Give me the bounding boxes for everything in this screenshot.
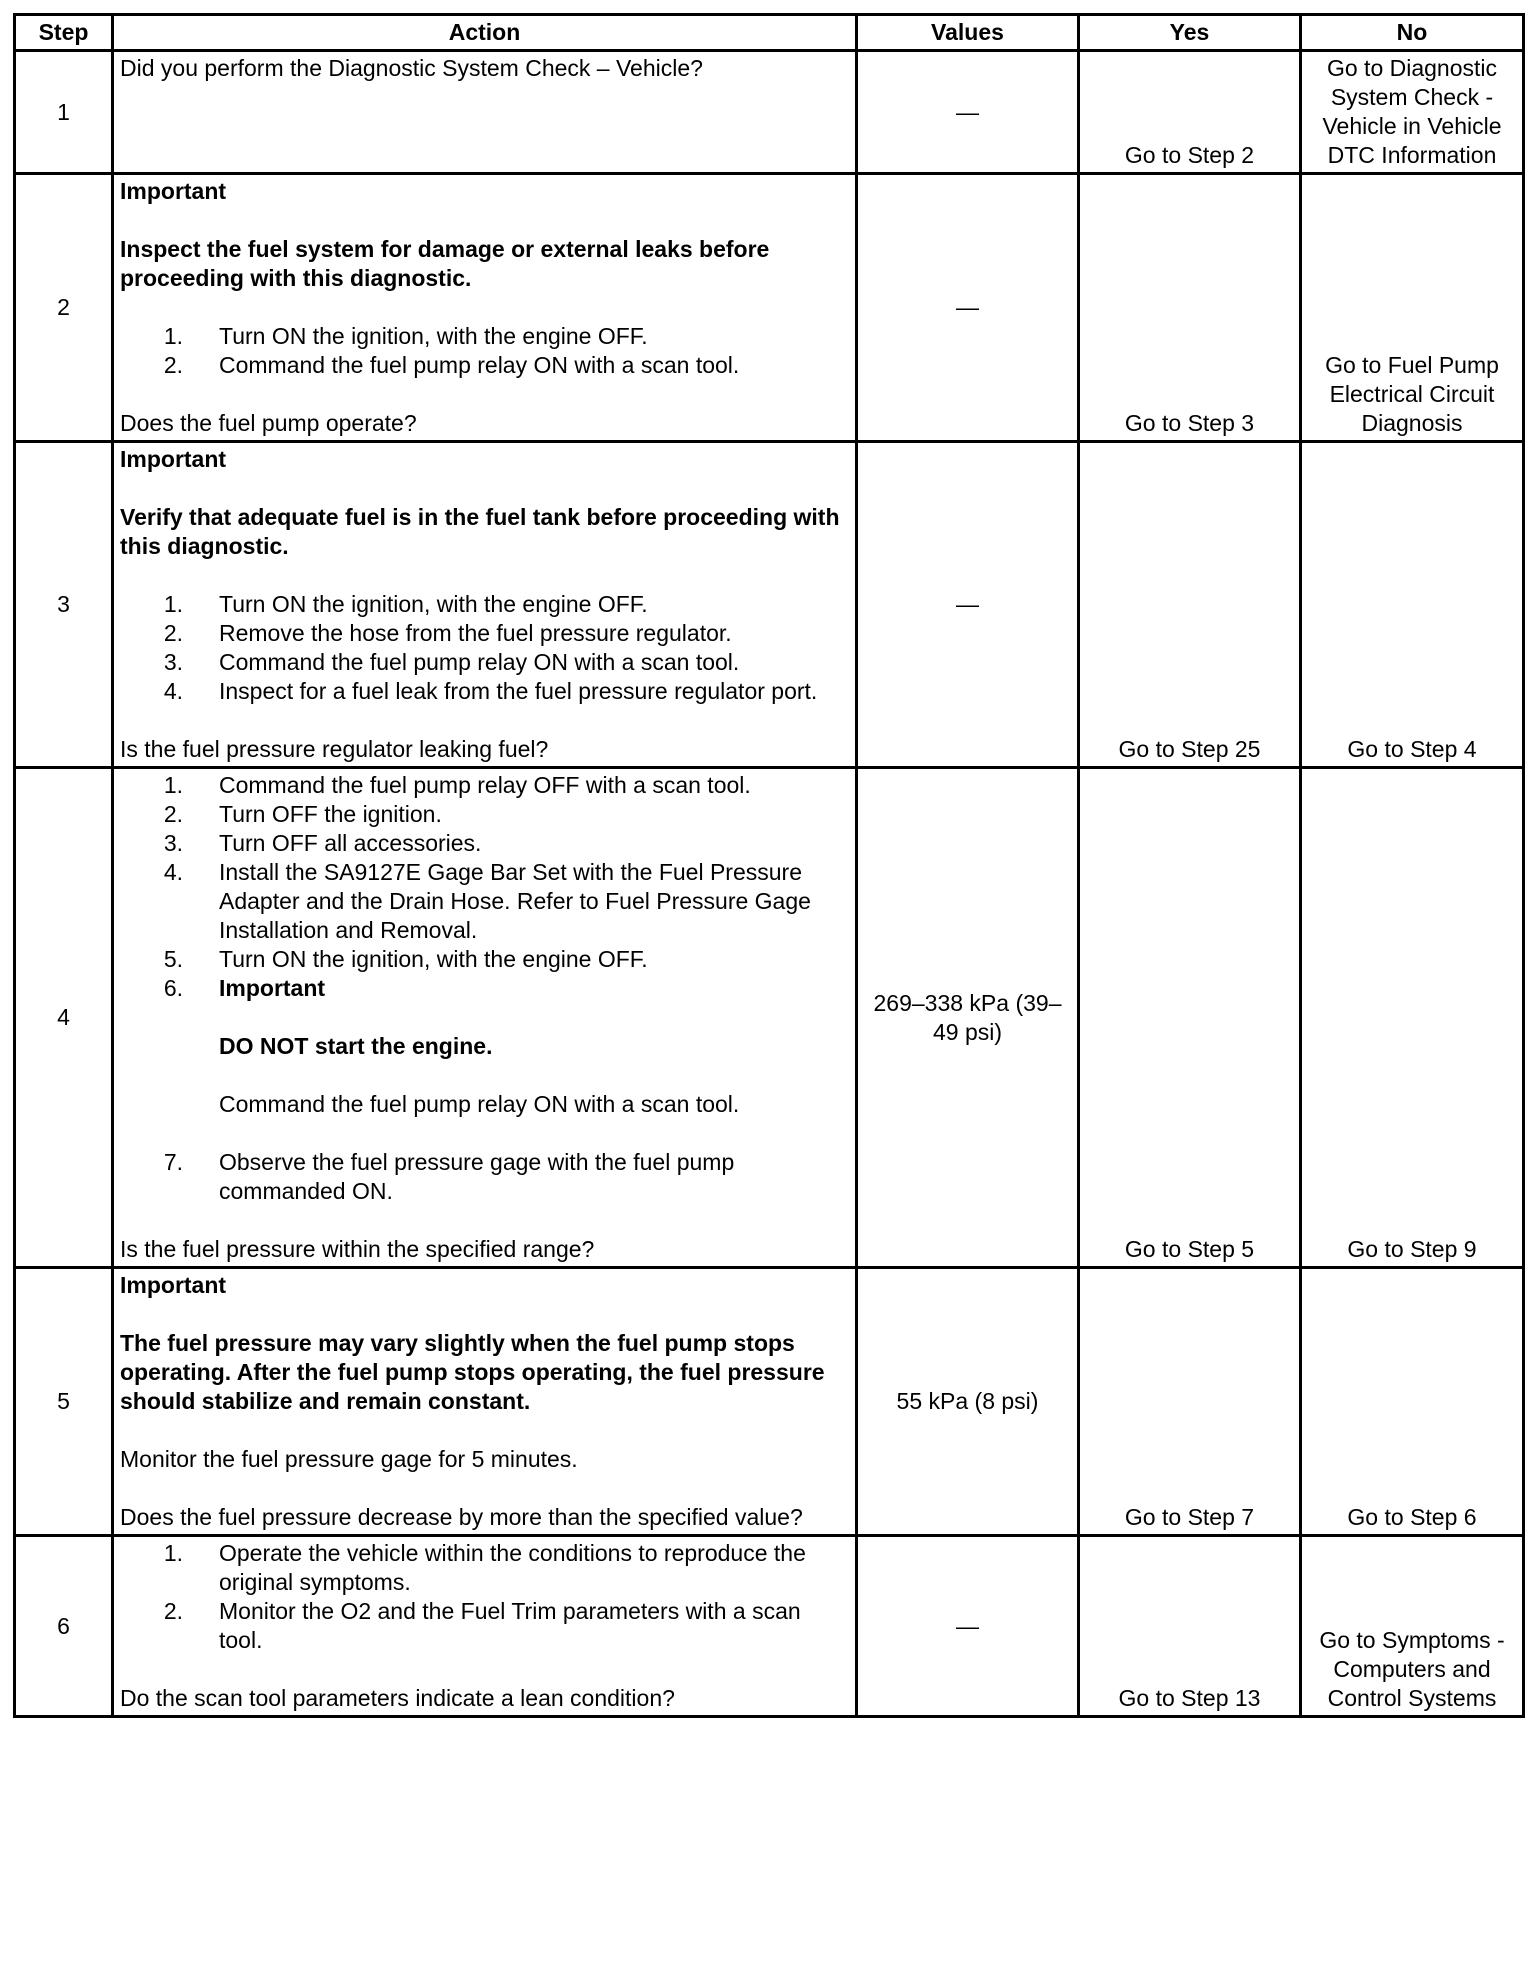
list-number: 5.	[163, 946, 183, 972]
list-number: 1.	[163, 772, 183, 798]
step-number: 5	[15, 1268, 113, 1536]
list-number: 1.	[163, 591, 183, 617]
step-list	[120, 590, 849, 706]
list-number: 3.	[163, 649, 183, 675]
step-list	[120, 322, 849, 380]
important-note: Inspect the fuel system for damage or external leaks before proceeding with this diagnostic.	[120, 236, 770, 291]
header-action: Action	[113, 15, 857, 51]
important-heading: Important	[120, 446, 227, 472]
list-number: 2.	[163, 620, 183, 646]
table-row	[15, 174, 1524, 442]
yes-link[interactable]: Go to Step 25	[1079, 442, 1301, 768]
diagnostic-table	[13, 13, 1525, 1718]
important-heading: Important	[120, 178, 227, 204]
no-link[interactable]: Go to Step 9	[1301, 768, 1524, 1268]
step-number: 2	[15, 174, 113, 442]
action-cell	[113, 51, 857, 174]
list-text: Command the fuel pump relay ON with a scan tool.	[219, 1091, 740, 1117]
value-cell: —	[857, 51, 1079, 174]
list-number: 4.	[163, 678, 183, 704]
table-header-row	[15, 15, 1524, 51]
list-item	[120, 1148, 849, 1206]
table-row	[15, 1536, 1524, 1717]
important-note: DO NOT start the engine.	[219, 1033, 493, 1059]
list-text: Turn ON the ignition, with the engine OFF.	[219, 323, 648, 349]
important-heading: Important	[120, 1272, 227, 1298]
yes-link[interactable]: Go to Step 7	[1079, 1268, 1301, 1536]
list-text: Command the fuel pump relay ON with a scan tool.	[219, 352, 740, 378]
list-number: 7.	[163, 1149, 183, 1175]
list-number: 2.	[163, 352, 183, 378]
table-row	[15, 51, 1524, 174]
list-item	[120, 590, 849, 619]
step-number: 1	[15, 51, 113, 174]
list-item	[120, 322, 849, 351]
list-text: Turn OFF all accessories.	[219, 830, 482, 856]
list-number: 2.	[163, 1598, 183, 1624]
list-text: Turn ON the ignition, with the engine OFF.	[219, 946, 648, 972]
action-question: Did you perform the Diagnostic System Check – Vehicle?	[120, 55, 703, 81]
list-number: 2.	[163, 801, 183, 827]
yes-link[interactable]: Go to Step 13	[1079, 1536, 1301, 1717]
list-item	[120, 351, 849, 380]
list-number: 3.	[163, 830, 183, 856]
list-text: Observe the fuel pressure gage with the fuel pump commanded ON.	[219, 1149, 735, 1204]
step-number: 6	[15, 1536, 113, 1717]
value-cell: —	[857, 174, 1079, 442]
list-item	[120, 974, 849, 1148]
action-question: Is the fuel pressure within the specified range?	[120, 1236, 595, 1262]
list-number: 1.	[163, 323, 183, 349]
no-link[interactable]: Go to Symptoms - Computers and Control Systems	[1301, 1536, 1524, 1717]
list-number: 4.	[163, 859, 183, 885]
yes-link[interactable]: Go to Step 2	[1079, 51, 1301, 174]
value-cell: —	[857, 1536, 1079, 1717]
list-text: Turn ON the ignition, with the engine OFF.	[219, 591, 648, 617]
table-row	[15, 768, 1524, 1268]
list-text: Operate the vehicle within the conditions to reproduce the original symptoms.	[219, 1540, 806, 1595]
action-cell	[113, 442, 857, 768]
table-row	[15, 442, 1524, 768]
list-item	[120, 829, 849, 858]
important-note: The fuel pressure may vary slightly when the fuel pump stops operating. After the fuel pump stops operating, the fuel pressure should stabilize and remain constant.	[120, 1330, 825, 1414]
list-item	[120, 648, 849, 677]
list-text: Monitor the O2 and the Fuel Trim parameters with a scan tool.	[219, 1598, 801, 1653]
value-cell: —	[857, 442, 1079, 768]
important-heading: Important	[219, 975, 326, 1001]
value-cell: 55 kPa (8 psi)	[857, 1268, 1079, 1536]
list-item	[120, 771, 849, 800]
action-cell	[113, 1536, 857, 1717]
action-question: Is the fuel pressure regulator leaking fuel?	[120, 736, 549, 762]
step-number: 3	[15, 442, 113, 768]
step-list	[120, 771, 849, 1206]
list-text: Turn OFF the ignition.	[219, 801, 442, 827]
list-number: 1.	[163, 1540, 183, 1566]
action-instruction: Monitor the fuel pressure gage for 5 minutes.	[120, 1446, 578, 1472]
list-item	[120, 800, 849, 829]
list-item	[120, 945, 849, 974]
step-list	[120, 1539, 849, 1655]
list-text: Remove the hose from the fuel pressure regulator.	[219, 620, 732, 646]
action-cell	[113, 768, 857, 1268]
list-item	[120, 619, 849, 648]
list-text: Command the fuel pump relay OFF with a scan tool.	[219, 772, 751, 798]
no-link[interactable]: Go to Step 4	[1301, 442, 1524, 768]
diagnostic-page	[13, 13, 1522, 1718]
no-link[interactable]: Go to Fuel Pump Electrical Circuit Diagnosis	[1301, 174, 1524, 442]
list-text: Install the SA9127E Gage Bar Set with the Fuel Pressure Adapter and the Drain Hose. Refer to Fuel Pressure Gage Installation and Removal.	[219, 859, 811, 943]
header-yes: Yes	[1079, 15, 1301, 51]
value-cell: 269–338 kPa (39–49 psi)	[857, 768, 1079, 1268]
no-link[interactable]: Go to Step 6	[1301, 1268, 1524, 1536]
list-text: Inspect for a fuel leak from the fuel pressure regulator port.	[219, 678, 818, 704]
yes-link[interactable]: Go to Step 3	[1079, 174, 1301, 442]
header-values: Values	[857, 15, 1079, 51]
action-cell	[113, 174, 857, 442]
action-question: Does the fuel pressure decrease by more than the specified value?	[120, 1504, 803, 1530]
action-question: Do the scan tool parameters indicate a lean condition?	[120, 1685, 675, 1711]
header-step: Step	[15, 15, 113, 51]
no-link[interactable]: Go to Diagnostic System Check - Vehicle in Vehicle DTC Information	[1301, 51, 1524, 174]
list-text: Command the fuel pump relay ON with a scan tool.	[219, 649, 740, 675]
list-item	[120, 1539, 849, 1597]
list-item	[120, 1597, 849, 1655]
header-no: No	[1301, 15, 1524, 51]
action-cell	[113, 1268, 857, 1536]
list-item	[120, 858, 849, 945]
action-question: Does the fuel pump operate?	[120, 410, 417, 436]
yes-link[interactable]: Go to Step 5	[1079, 768, 1301, 1268]
list-item	[120, 677, 849, 706]
important-note: Verify that adequate fuel is in the fuel tank before proceeding with this diagnostic.	[120, 504, 840, 559]
list-number: 6.	[163, 975, 183, 1001]
step-number: 4	[15, 768, 113, 1268]
table-row	[15, 1268, 1524, 1536]
